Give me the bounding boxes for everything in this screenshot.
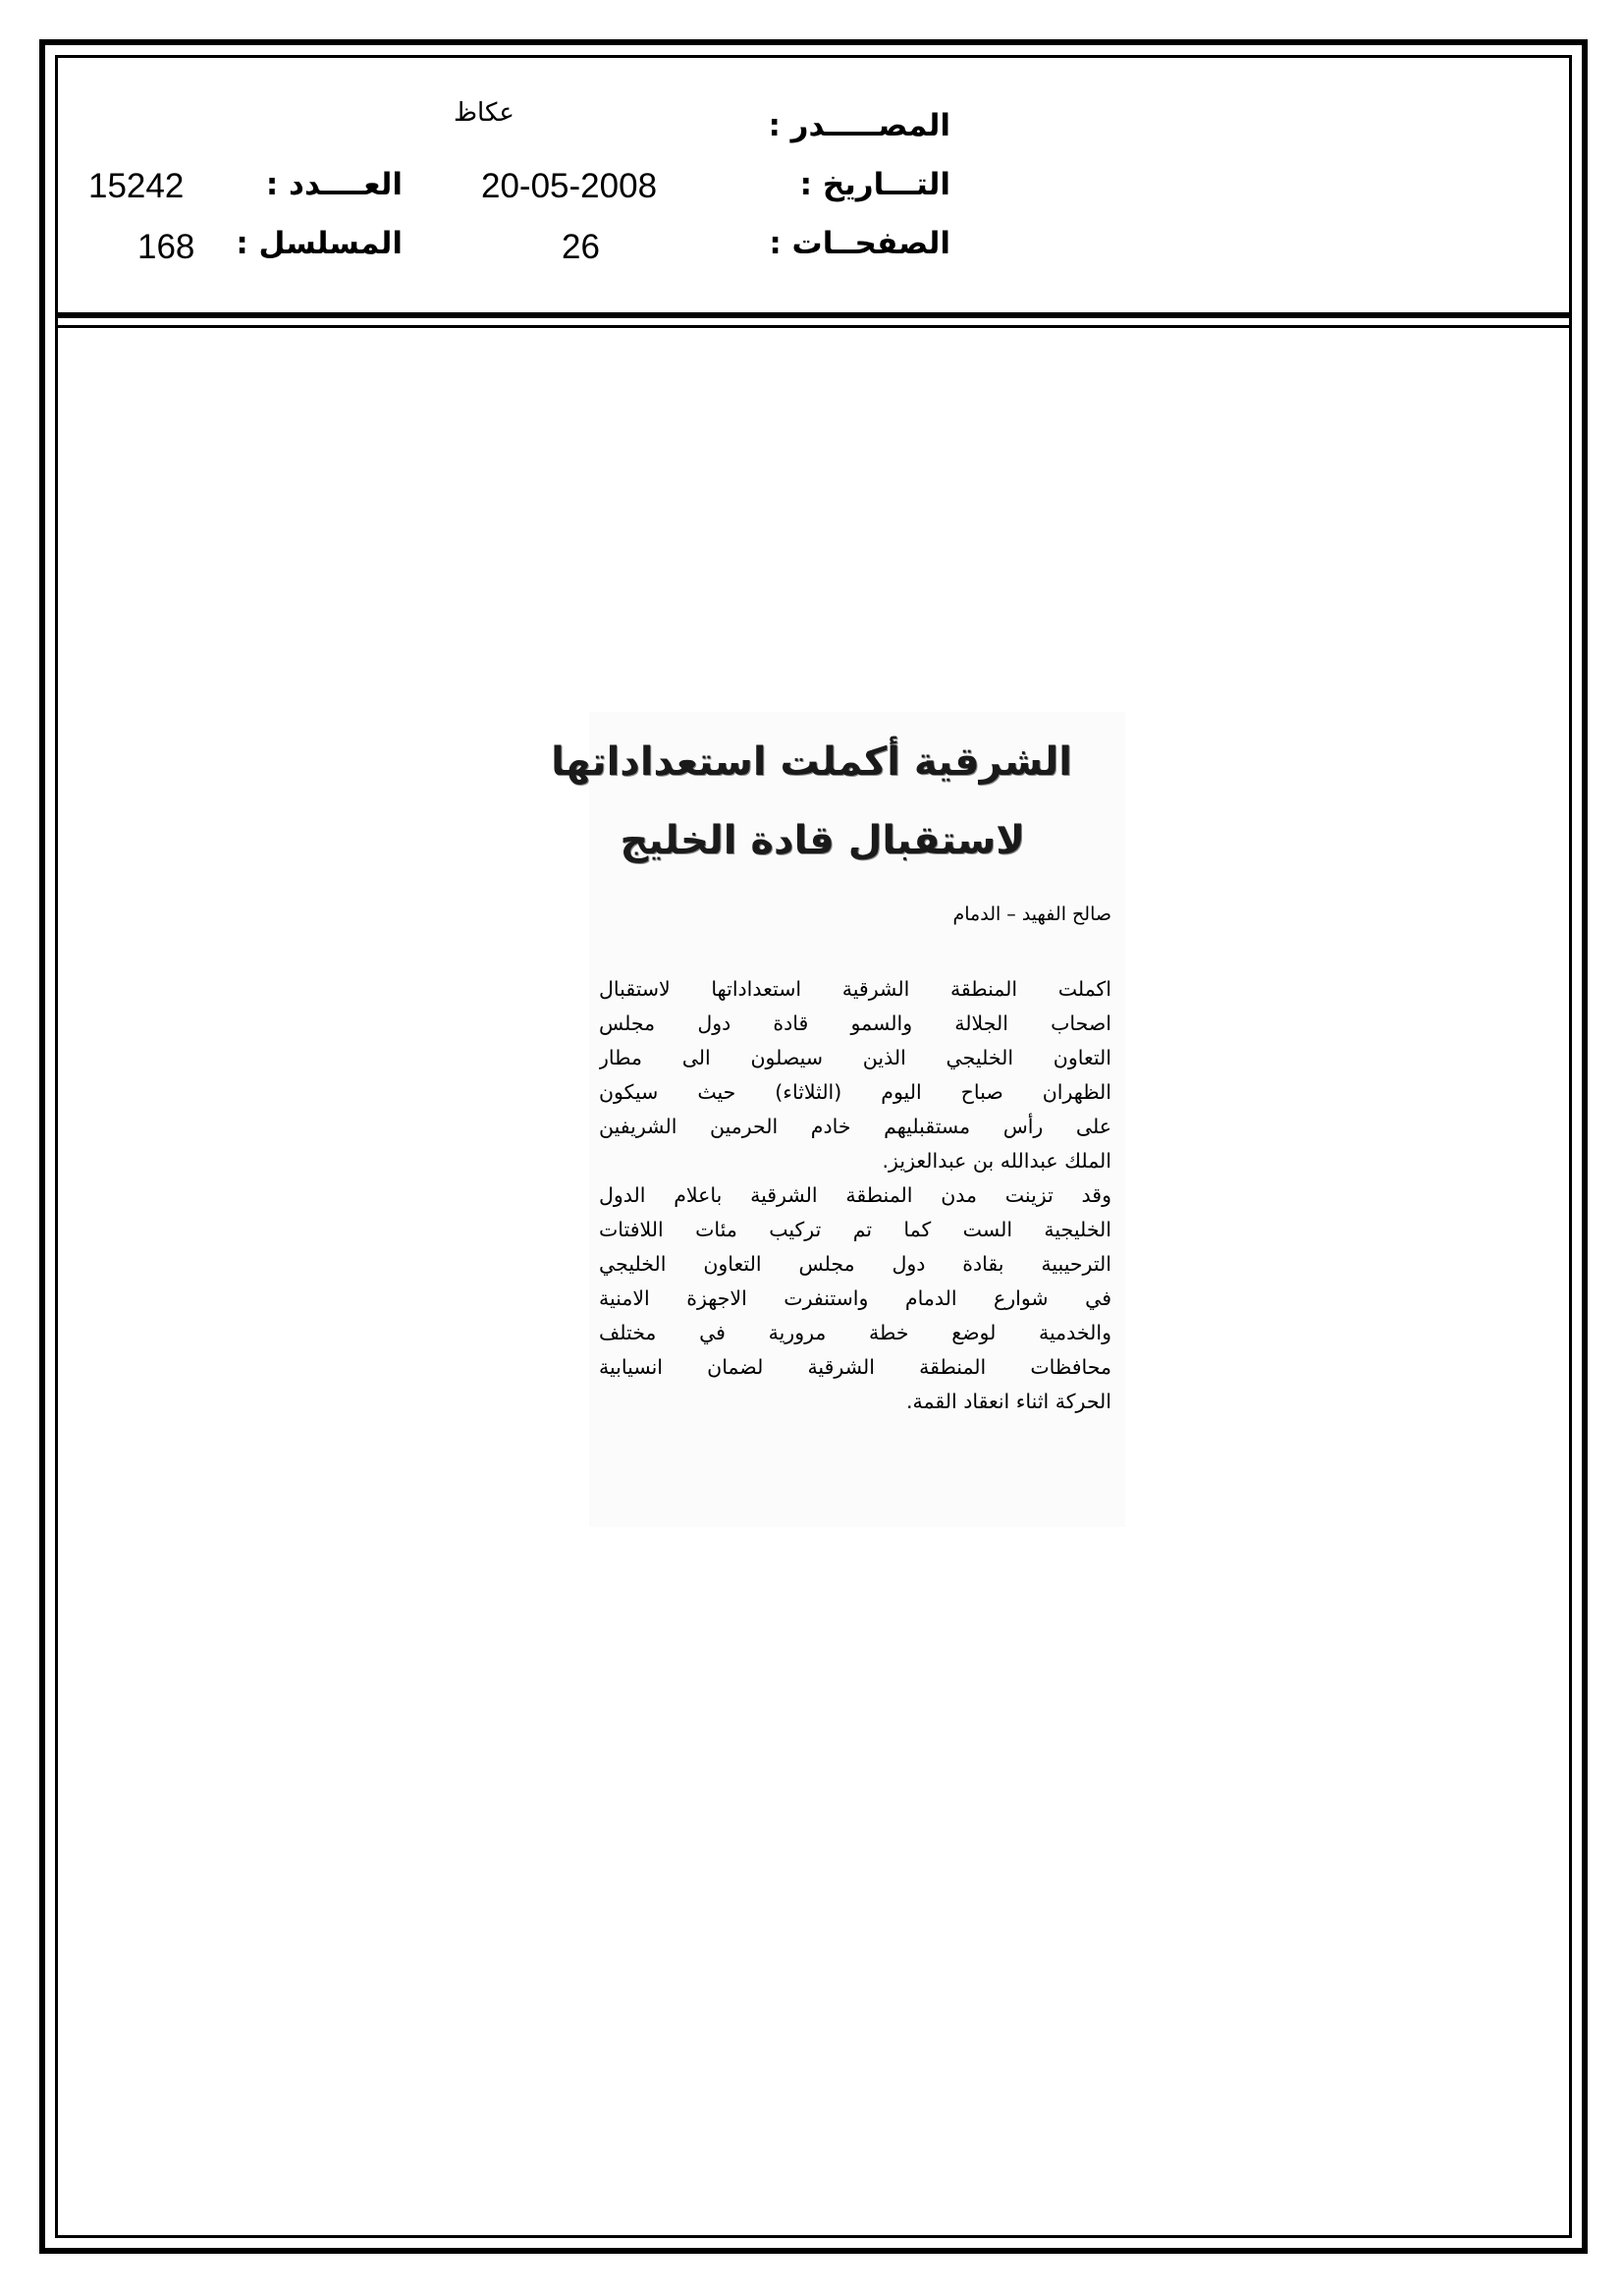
- issue-label: العــــدد :: [265, 167, 403, 202]
- body-line: اكملت المنطقة الشرقية استعداداتها لاستقبال: [599, 977, 1111, 1001]
- clipping-byline: صالح الفهيد – الدمام: [952, 903, 1111, 925]
- body-line: اصحاب الجلالة والسمو قادة دول مجلس: [599, 1011, 1111, 1035]
- body-line: على رأس مستقبليهم خادم الحرمين الشريفين: [599, 1115, 1111, 1138]
- body-line: والخدمية لوضع خطة مرورية في مختلف: [599, 1321, 1111, 1344]
- pages-label: الصفحــات :: [769, 226, 950, 261]
- source-label: المصـــــدر :: [768, 108, 950, 143]
- body-line: الملك عبدالله بن عبدالعزيز.: [882, 1149, 1111, 1173]
- body-line: محافظات المنطقة الشرقية لضمان انسيابية: [599, 1355, 1111, 1379]
- source-value: عكاظ: [454, 98, 514, 128]
- header-divider-thin: [55, 325, 1572, 328]
- issue-value: 15242: [88, 167, 185, 205]
- body-line: الترحيبية بقادة دول مجلس التعاون الخليجي: [599, 1252, 1111, 1276]
- newspaper-clipping: [551, 712, 1125, 1527]
- serial-value: 168: [137, 228, 195, 266]
- clipping-headline-line2: لاستقبال قادة الخليج: [620, 818, 1025, 863]
- clipping-body: [599, 972, 1111, 1419]
- body-line: في شوارع الدمام واستنفرت الاجهزة الامنية: [599, 1286, 1111, 1310]
- date-label: التـــاريخ :: [799, 167, 950, 202]
- clipping-headline-line1: الشرقية أكملت استعداداتها: [551, 739, 1072, 785]
- body-line: الحركة اثناء انعقاد القمة.: [906, 1390, 1111, 1413]
- body-line: التعاون الخليجي الذين سيصلون الى مطار: [599, 1046, 1111, 1069]
- header-divider: [55, 312, 1572, 318]
- date-value: 20-05-2008: [481, 167, 658, 205]
- pages-value: 26: [562, 228, 600, 266]
- body-line: الظهران صباح اليوم (الثلاثاء) حيث سيكون: [599, 1080, 1111, 1104]
- body-line: الخليجية الست كما تم تركيب مئات اللافتات: [599, 1218, 1111, 1241]
- serial-label: المسلسل :: [236, 226, 403, 261]
- body-line: وقد تزينت مدن المنطقة الشرقية باعلام الدول: [599, 1183, 1111, 1207]
